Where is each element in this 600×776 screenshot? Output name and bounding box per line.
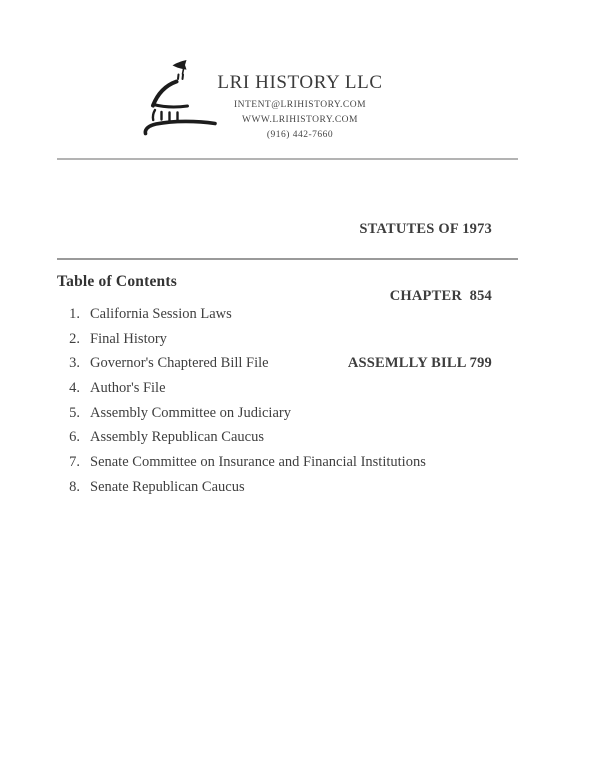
toc-item-number: 2.: [69, 330, 80, 347]
toc-item-label: Assembly Republican Caucus: [90, 429, 264, 446]
company-phone: (916) 442-7660: [266, 130, 334, 140]
toc-item-assembly-committee-judiciary: [57, 401, 426, 426]
toc-item-number: 7.: [69, 453, 80, 470]
toc-item-california-session-laws: [57, 302, 426, 327]
toc-item-label: Governor's Chaptered Bill File: [90, 355, 269, 372]
company-name: LRI HISTORY LLC: [217, 72, 383, 93]
company-website: WWW.LRIHISTORY.COM: [242, 115, 358, 125]
divider-top: [57, 158, 518, 160]
toc-item-label: Author's File: [90, 379, 166, 396]
company-info-block: [180, 72, 420, 143]
toc-item-assembly-republican-caucus: [57, 425, 426, 450]
toc-item-authors-file: [57, 376, 426, 401]
toc-item-number: 6.: [69, 429, 80, 446]
toc-item-number: 5.: [69, 404, 80, 421]
assembly-bill-line: ASSEMLLY BILL 799: [347, 354, 492, 371]
toc-item-number: 8.: [69, 478, 80, 495]
toc-item-label: Final History: [90, 330, 167, 347]
toc-item-number: 1.: [69, 305, 80, 322]
toc-item-governors-chaptered-bill-file: [57, 351, 426, 376]
divider-bottom: [57, 258, 518, 260]
toc-item-senate-republican-caucus: [57, 475, 426, 500]
toc-item-label: Assembly Committee on Judiciary: [90, 404, 291, 421]
toc-item-label: California Session Laws: [90, 305, 232, 322]
toc-item-number: 3.: [69, 355, 80, 372]
toc-title: Table of Contents: [57, 273, 177, 290]
toc-item-label: Senate Republican Caucus: [90, 478, 245, 495]
chapter-line: CHAPTER 854: [389, 288, 492, 305]
toc-item-number: 4.: [69, 379, 80, 396]
toc-list: [57, 302, 426, 500]
toc-item-final-history: [57, 327, 426, 352]
toc-item-senate-committee-insurance: [57, 450, 426, 475]
company-email: INTENT@LRIHISTORY.COM: [233, 100, 367, 110]
toc-item-label: Senate Committee on Insurance and Financial Institutions: [90, 453, 426, 470]
statutes-line: STATUTES OF 1973: [359, 221, 492, 238]
